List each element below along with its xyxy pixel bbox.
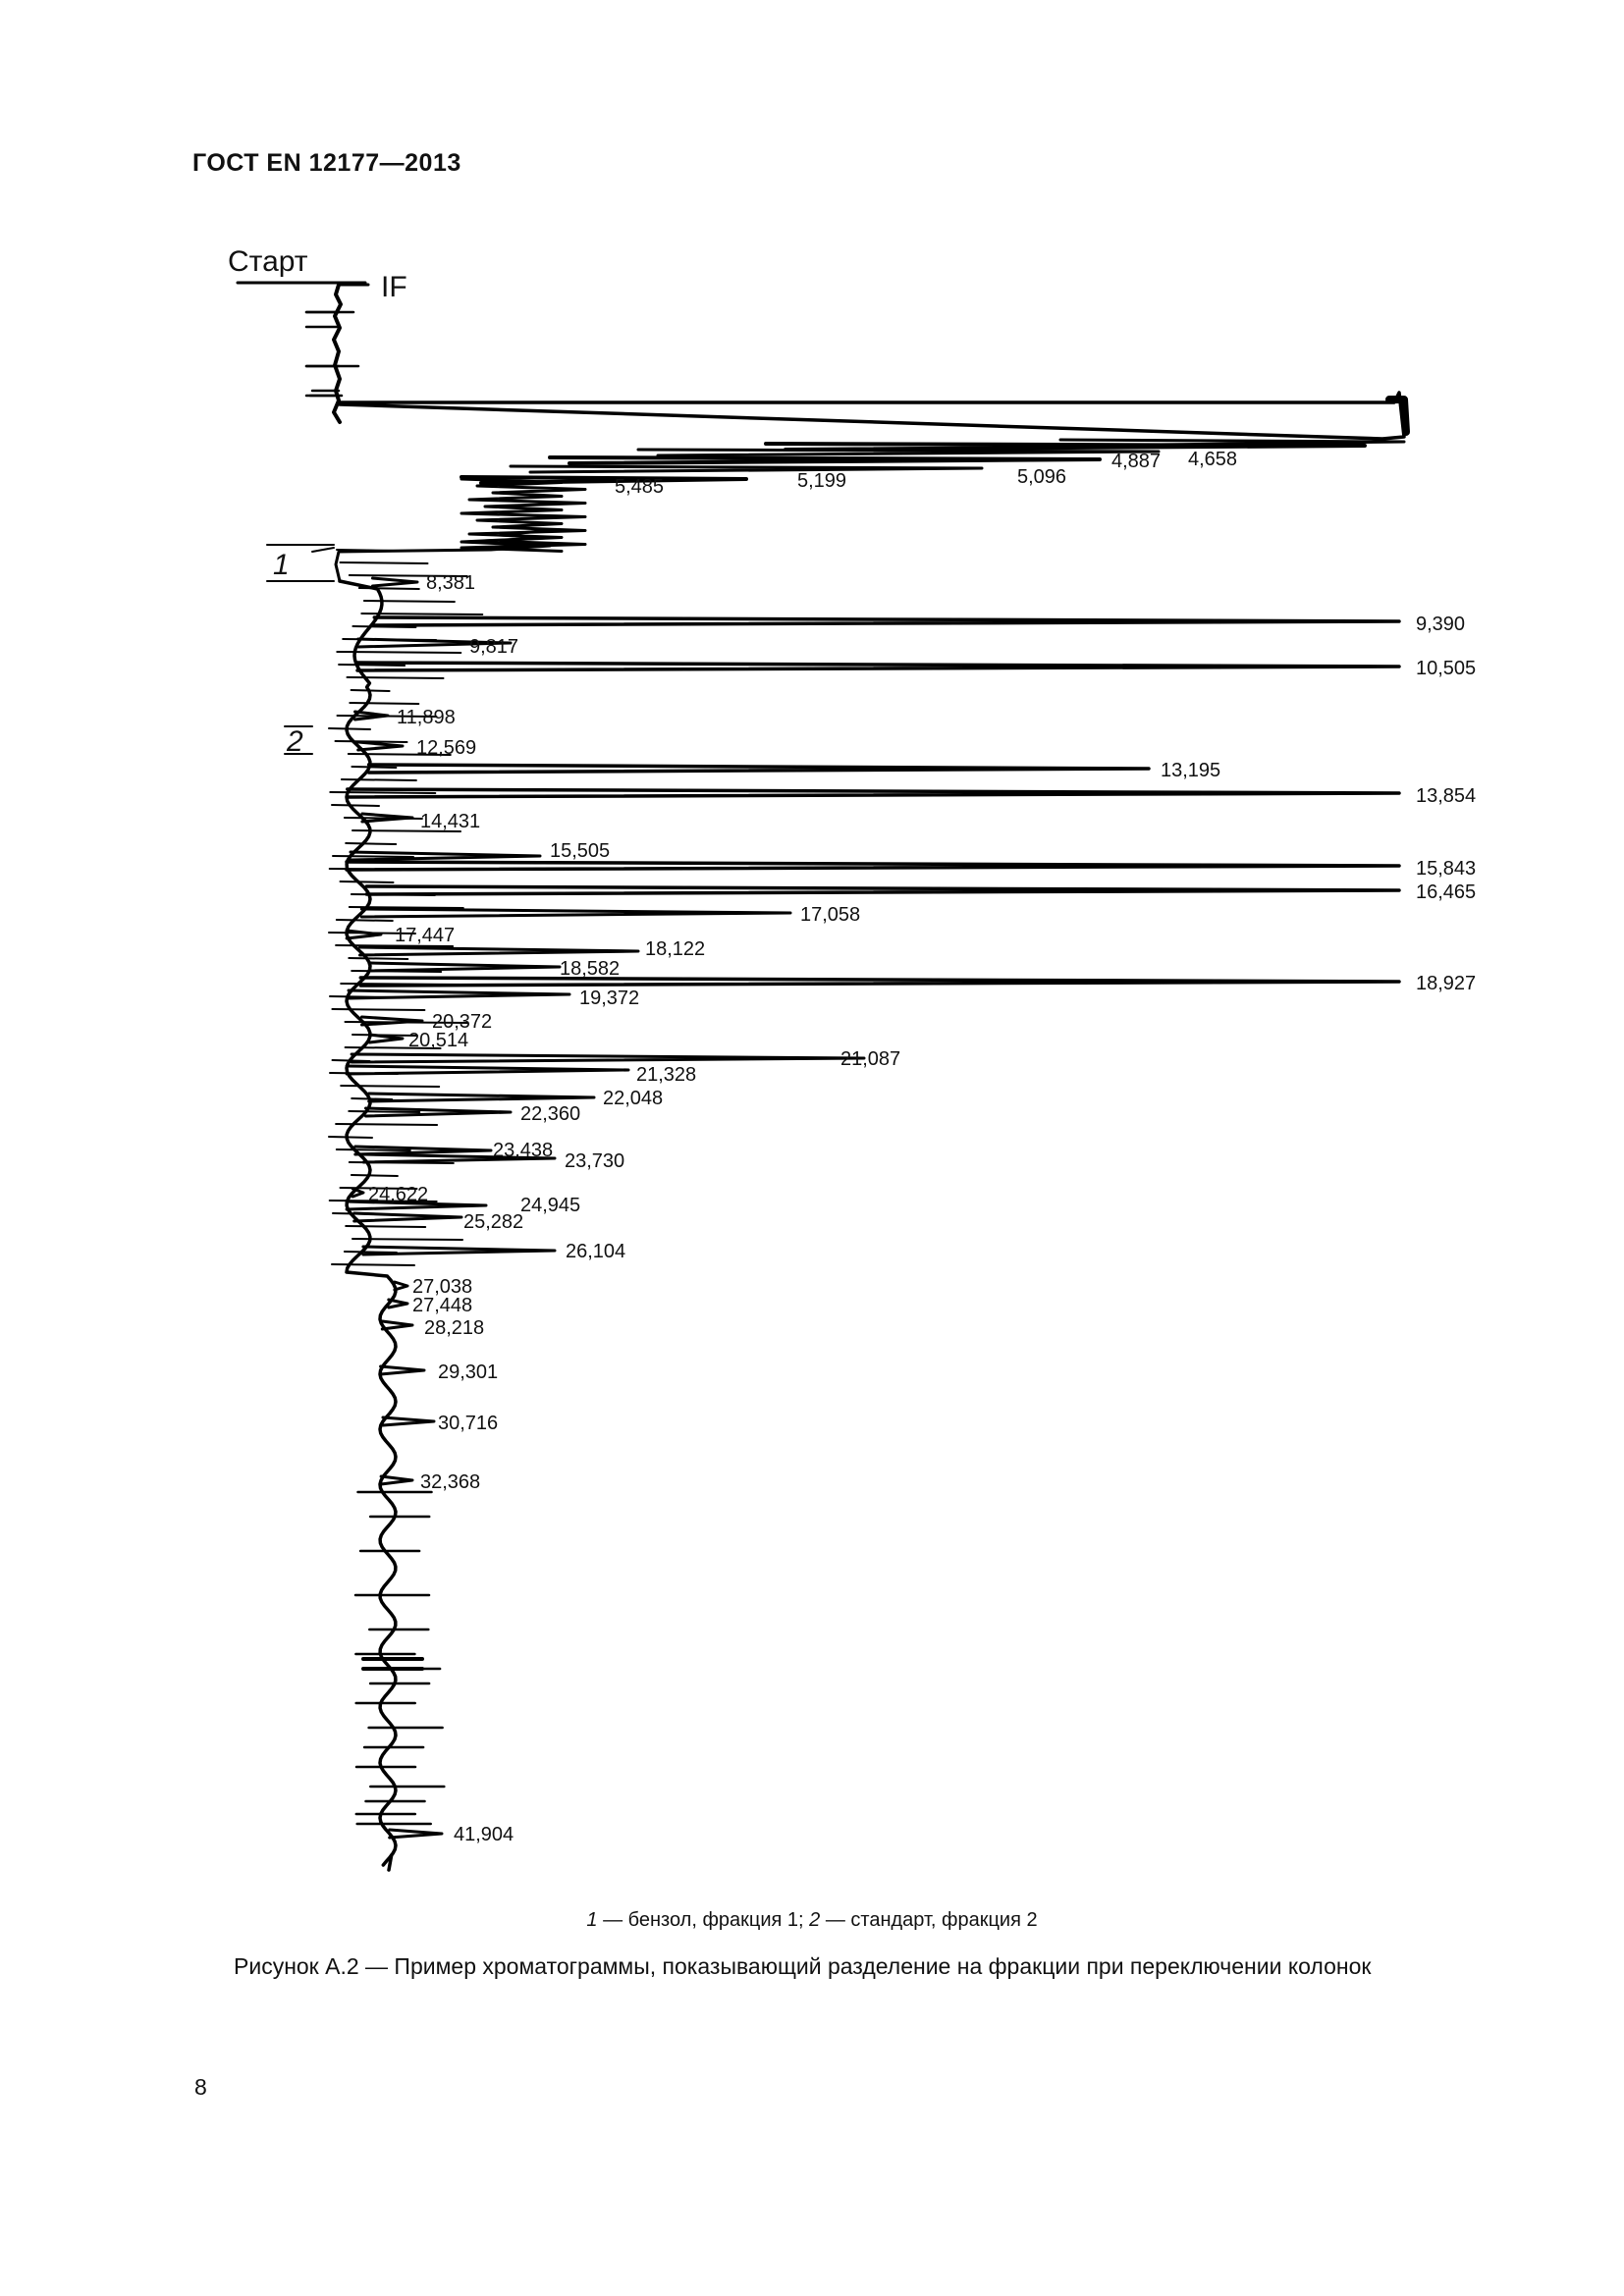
figure-legend [0, 1909, 1624, 1932]
fraction-1-tick [312, 548, 334, 552]
noise-peak [337, 652, 460, 653]
peak-label: 22,048 [603, 1088, 664, 1109]
noise-peak [330, 996, 392, 997]
solvent-peak-top [1389, 400, 1406, 432]
fraction-2-marker: 2 [287, 725, 303, 758]
peak-label: 13,854 [1416, 785, 1477, 807]
noise-peak [346, 1226, 425, 1227]
noise-peak [350, 907, 463, 908]
peak [511, 466, 982, 472]
peak-label: 9,390 [1416, 614, 1466, 635]
peak-label: 21,328 [636, 1064, 697, 1086]
noise-peak [364, 601, 455, 602]
peak [370, 963, 560, 971]
noise-peak [352, 1098, 392, 1099]
peak-label: 24,945 [520, 1195, 581, 1216]
peak-label: 5,485 [615, 476, 665, 498]
noise-peak [341, 562, 428, 563]
noise-peak [332, 805, 379, 806]
noise-peak [345, 818, 422, 819]
peak [360, 978, 1399, 986]
noise-peak [341, 984, 460, 985]
peak [369, 765, 1149, 773]
noise-peak [352, 894, 435, 895]
page-number: 8 [194, 2074, 207, 2100]
peak-label: 5,199 [797, 470, 847, 492]
peak [360, 947, 639, 955]
peak-label: 27,448 [412, 1295, 473, 1316]
if-label: IF [381, 271, 407, 303]
noise-peak [330, 1073, 398, 1074]
peak-label: 21,087 [840, 1048, 901, 1070]
peak-label: 29,301 [438, 1362, 499, 1383]
legend-key-2: 2 [809, 1909, 821, 1931]
peak [358, 742, 403, 750]
peak-label: 26,104 [566, 1241, 626, 1262]
peak [374, 617, 1399, 625]
noise-peak [350, 1162, 454, 1163]
noise-peak [341, 881, 394, 882]
peak [347, 862, 1399, 870]
peak-label: 13,195 [1161, 760, 1221, 781]
noise-peak [339, 665, 405, 666]
peak-label: 16,465 [1416, 881, 1477, 903]
peak-label: 14,431 [420, 811, 481, 832]
document-header: ГОСТ EN 12177—2013 [192, 149, 461, 177]
noise-peak [332, 1009, 424, 1010]
peak-label: 9,817 [469, 636, 519, 658]
noise-peak [348, 677, 444, 678]
peak [362, 1017, 423, 1025]
peak [373, 578, 418, 586]
noise-peak [333, 1213, 382, 1214]
peak-label: 5,096 [1017, 466, 1067, 488]
peak-label: 15,505 [550, 840, 611, 862]
peak-label: 22,360 [520, 1103, 581, 1125]
peak [369, 1094, 594, 1101]
peak [766, 444, 1365, 450]
baseline-tick [363, 1659, 422, 1669]
noise-peak [352, 690, 390, 691]
noise-peak [330, 869, 441, 870]
noise-peak [333, 1060, 370, 1061]
noise-peak [349, 958, 407, 959]
noise-peak [346, 843, 396, 844]
peak-label: 17,447 [395, 925, 456, 946]
peak-label: 24,622 [368, 1184, 429, 1205]
legend-text-1: — бензол, фракция 1; [597, 1909, 810, 1931]
peak [382, 1321, 412, 1329]
peak-label: 17,058 [800, 904, 861, 926]
noise-peak [345, 1252, 397, 1253]
figure-caption: Рисунок А.2 — Пример хроматограммы, показывающий разделение на фракции при переключении колонок [234, 1953, 1372, 1979]
peak [361, 909, 790, 917]
peak-label: 10,505 [1416, 658, 1477, 679]
peak [347, 1066, 628, 1074]
peak-label: 18,582 [560, 958, 621, 980]
noise-peak [336, 1124, 437, 1125]
peak [390, 1830, 442, 1838]
fraction-1-marker: 1 [273, 549, 290, 581]
peak-label: 27,038 [412, 1276, 473, 1298]
peak-label: 20,372 [432, 1011, 493, 1033]
noise-peak [359, 588, 419, 589]
noise-peak [332, 1264, 414, 1265]
peak [347, 931, 381, 938]
noise-peak [337, 920, 393, 921]
peak [366, 886, 1399, 894]
noise-peak [342, 779, 416, 780]
peak [381, 1366, 424, 1374]
noise-peak [336, 741, 407, 742]
peak-label: 4,658 [1188, 449, 1238, 470]
peak [348, 789, 1399, 797]
peak-label: 19,372 [579, 988, 640, 1009]
noise-peak [329, 1137, 372, 1138]
peak-label: 30,716 [438, 1413, 499, 1434]
peak-label: 15,843 [1416, 858, 1477, 880]
peak [550, 457, 1100, 463]
noise-peak [337, 550, 394, 551]
peak-label: 4,887 [1111, 451, 1162, 472]
noise-peak [330, 792, 435, 793]
noise-peak [350, 703, 418, 704]
noise-peak [352, 1239, 462, 1240]
noise-peak [352, 626, 415, 627]
peak [389, 1300, 407, 1308]
peak [395, 1282, 407, 1290]
noise-peak [333, 856, 413, 857]
peak [638, 450, 1159, 455]
peak [352, 1054, 864, 1062]
peak-label: 18,927 [1416, 973, 1477, 994]
legend-text-2: — стандарт, фракция 2 [820, 1909, 1038, 1931]
peak-label: 8,381 [426, 572, 476, 594]
noise-peak [352, 1175, 398, 1176]
peak-label: 11,898 [397, 707, 456, 728]
noise-peak [329, 728, 370, 729]
peak-label: 41,904 [454, 1824, 514, 1845]
peak-label: 25,282 [463, 1211, 524, 1233]
peak-label: 28,218 [424, 1317, 485, 1339]
noise-peak [341, 1086, 439, 1087]
noise-peak [352, 971, 441, 972]
peak-label: 18,122 [645, 938, 706, 960]
peak [381, 1476, 412, 1484]
noise-peak [343, 639, 436, 640]
noise-peak [349, 1111, 419, 1112]
noise-peak [352, 767, 396, 768]
peak-label: 23,438 [493, 1140, 554, 1161]
noise-peak [337, 1149, 410, 1150]
solvent-peak [340, 393, 1404, 439]
peak [357, 663, 1399, 670]
peak-label: 12,569 [416, 737, 477, 759]
peak [383, 1417, 434, 1425]
peak-label: 23,730 [565, 1150, 625, 1172]
peak-label: 20,514 [408, 1030, 469, 1051]
peak-label: 32,368 [420, 1471, 481, 1493]
legend-key-1: 1 [586, 1909, 598, 1931]
start-label: Старт [228, 245, 308, 278]
